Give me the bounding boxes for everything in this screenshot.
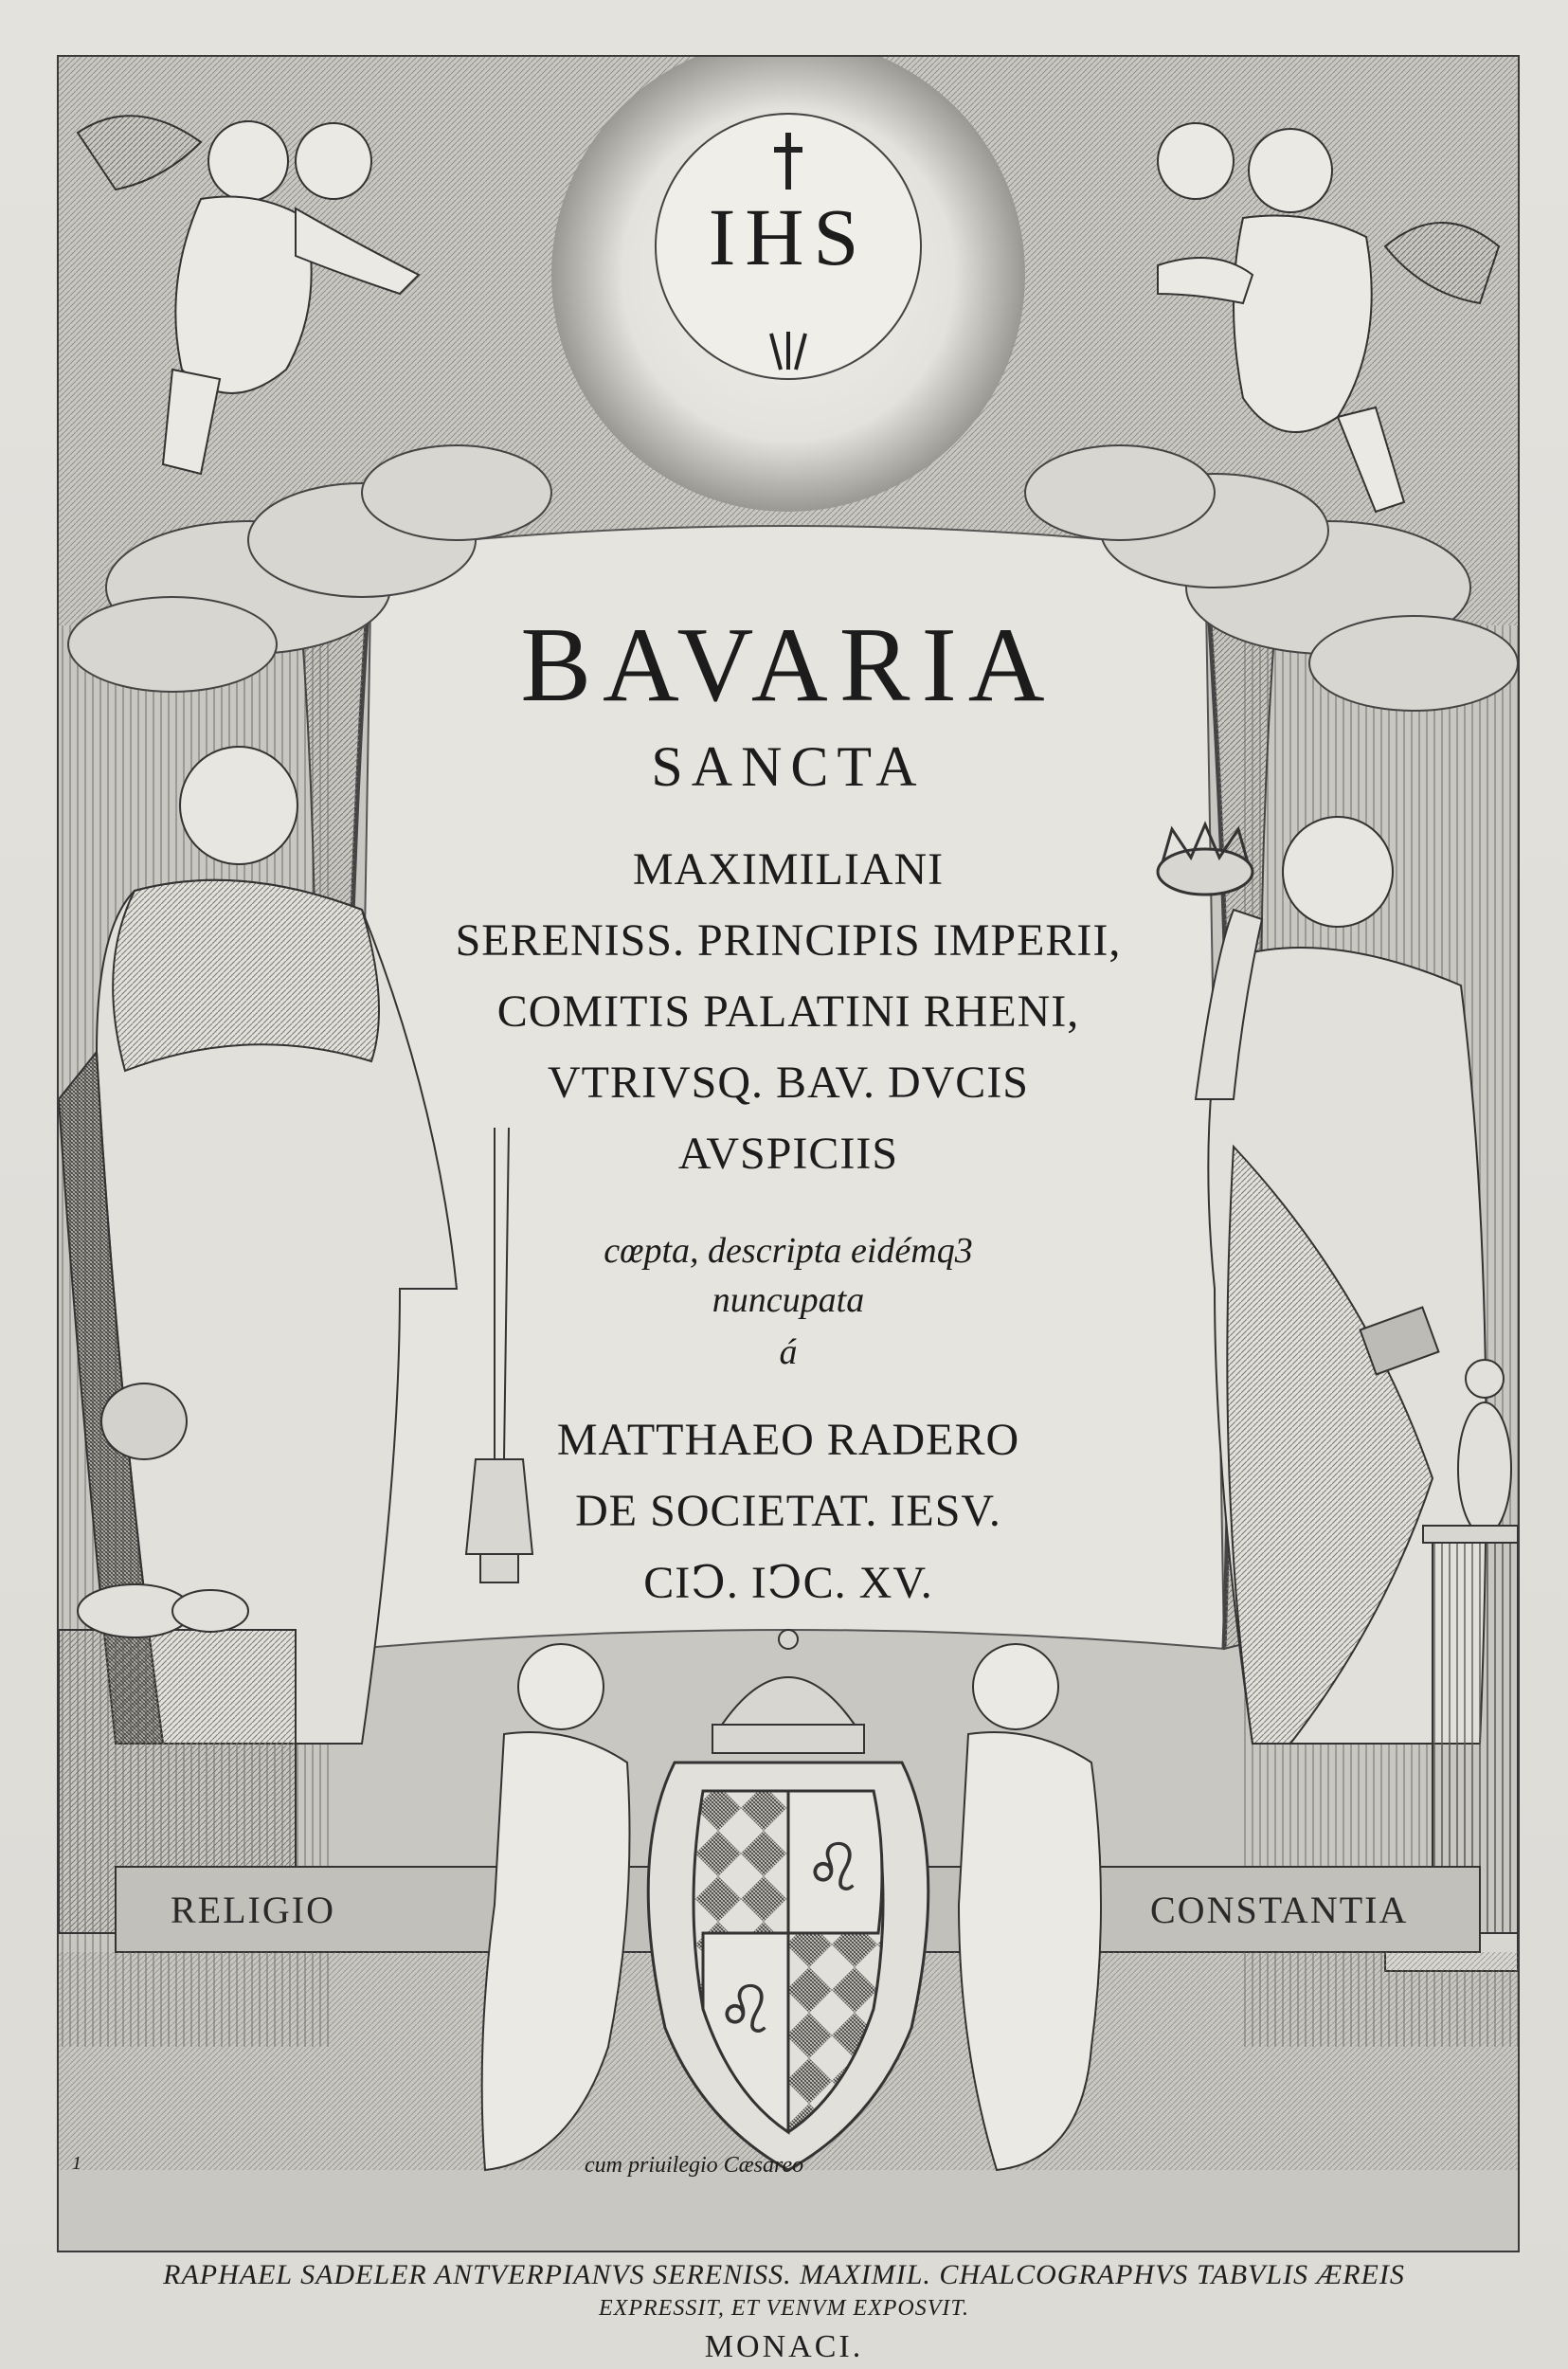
ihs-monogram: IHS — [708, 191, 869, 282]
lion-icon: ♌ — [803, 1829, 864, 1907]
italic-line: nuncupata — [712, 1280, 865, 1320]
book-title: BAVARIA — [520, 606, 1056, 724]
author-line: MATTHAEO RADERO — [556, 1415, 1020, 1465]
italic-line: cœpta, descripta eidémq3 — [604, 1231, 973, 1271]
glory-rays — [551, 57, 1025, 512]
imprint-line: EXPRESSIT, ET VENVM EXPOSVIT. — [599, 2296, 969, 2321]
imprint-place: MONACI. — [704, 2329, 864, 2364]
author-line: DE SOCIETAT. IESV. — [575, 1486, 1001, 1536]
plate-number: 1 — [72, 2153, 81, 2174]
book-subtitle: SANCTA — [651, 735, 926, 798]
religio-label: RELIGIO — [171, 1889, 335, 1931]
italic-line: á — [779, 1332, 798, 1372]
date-line: CIↃ. IↃC. XV. — [643, 1558, 933, 1608]
dedication-line: COMITIS PALATINI RHENI, — [496, 986, 1080, 1037]
engraved-plate — [57, 55, 1520, 2252]
dedication-line: VTRIVSQ. BAV. DVCIS — [548, 1058, 1029, 1108]
dedication-line: MAXIMILIANI — [632, 844, 945, 895]
dedication-line: SERENISS. PRINCIPIS IMPERII, — [455, 915, 1122, 966]
lion-icon: ♌ — [715, 1971, 776, 2049]
imprint-line: RAPHAEL SADELER ANTVERPIANVS SERENISS. MAXIMIL. CHALCOGRAPHVS TABVLIS ÆREIS — [163, 2259, 1405, 2290]
constantia-label: CONSTANTIA — [1150, 1889, 1409, 1931]
privilege-note: cum priuilegio Cæsareo — [585, 2153, 804, 2178]
dedication-line: AVSPICIIS — [677, 1129, 899, 1179]
